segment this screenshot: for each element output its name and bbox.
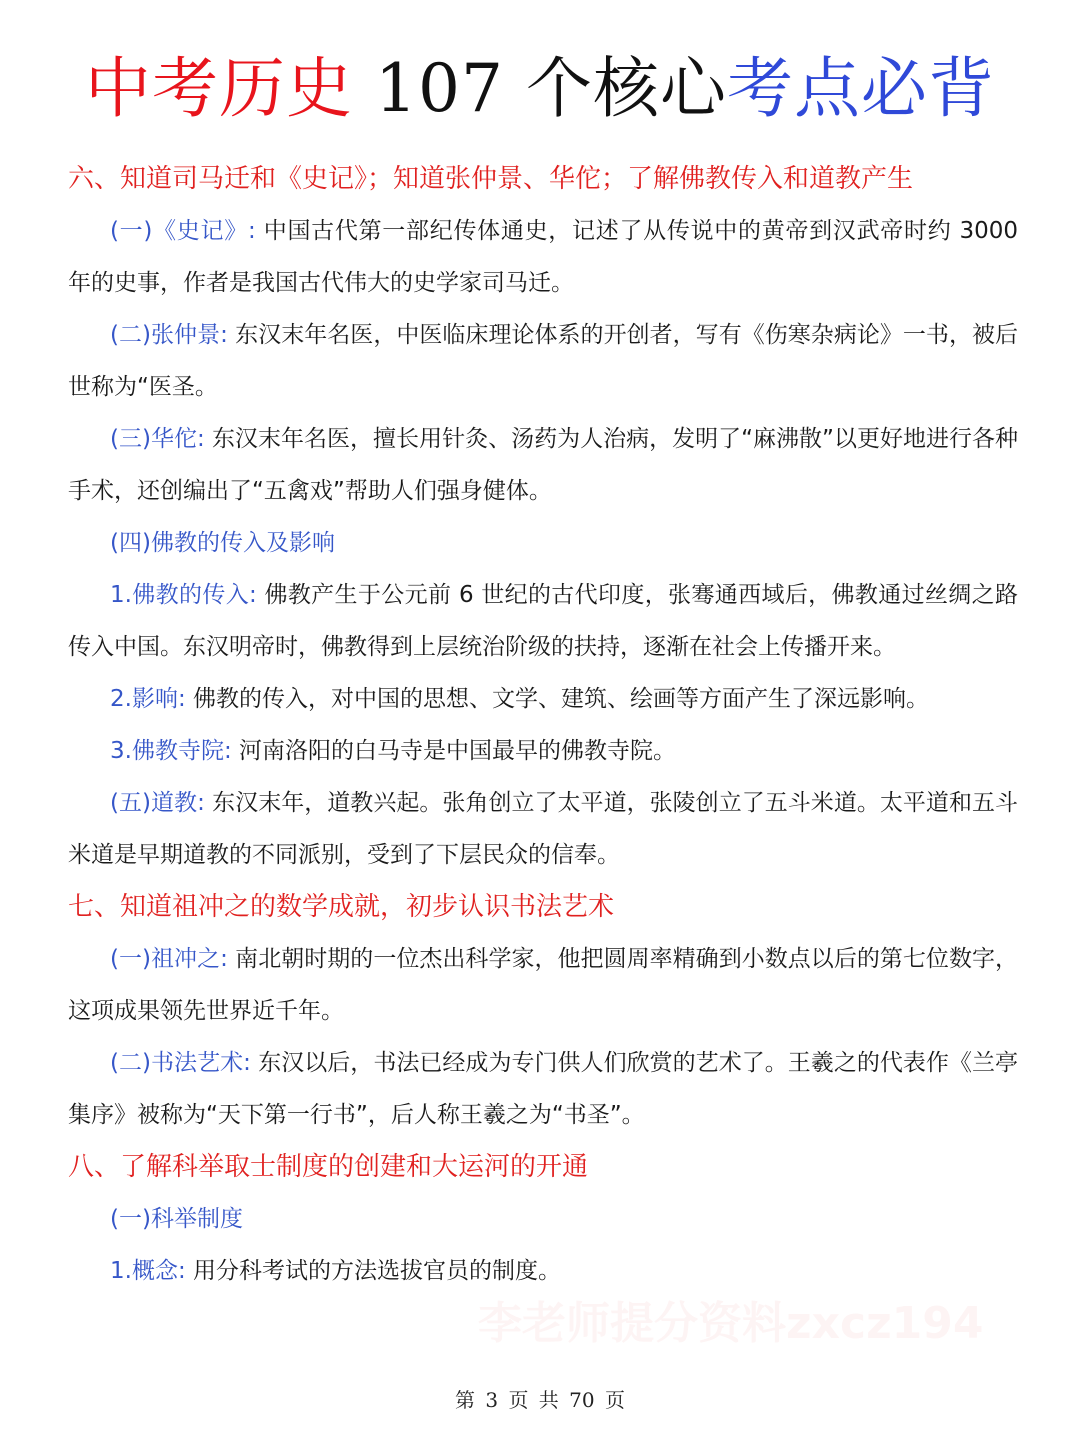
item-text: 中国古代第一部纪传体通史，记述了从传说中的黄帝到汉武帝时约 3000 年的史事，作者是我国古代伟大的史学家司马迁。 (68, 218, 1018, 296)
paragraph (68, 673, 1018, 725)
item-text: 南北朝时期的一位杰出科学家，他把圆周率精确到小数点以后的第七位数字，这项成果领先世界近千年。 (68, 946, 1018, 1024)
title-blue-part: 考点必背 (726, 50, 995, 127)
item-label: (二)书法艺术: (110, 1050, 251, 1076)
page-title (0, 44, 1080, 134)
item-label: (一)科举制度 (110, 1206, 243, 1232)
item-label: 2.影响: (110, 686, 186, 712)
section-heading-8: 八、了解科举取士制度的创建和大运河的开通 (68, 1152, 589, 1182)
item-text: 东汉末年，道教兴起。张角创立了太平道，张陵创立了五斗米道。太平道和五斗米道是早期道教的不同派别，受到了下层民众的信奉。 (68, 790, 1019, 868)
item-label: (二)张仲景: (110, 322, 228, 348)
paragraph (68, 1037, 1018, 1141)
title-black-part: 107 个核心 (353, 50, 727, 127)
item-label: (三)华佗: (110, 426, 205, 452)
section-heading-7: 七、知道祖冲之的数学成就，初步认识书法艺术 (68, 892, 615, 922)
item-text: 用分科考试的方法选拔官员的制度。 (185, 1258, 562, 1284)
paragraph (68, 725, 1018, 777)
item-label: 3.佛教寺院: (110, 738, 232, 764)
item-text: 东汉末年名医，中医临床理论体系的开创者，写有《伤寒杂病论》一书，被后世称为“医圣。 (68, 322, 1018, 400)
item-label: (五)道教: (110, 790, 205, 816)
subheading (68, 1193, 1018, 1245)
item-text: 东汉末年名医，擅长用针灸、汤药为人治病，发明了“麻沸散”以更好地进行各种手术，还创编出了“五禽戏”帮助人们强身健体。 (68, 426, 1018, 504)
paragraph (68, 413, 1018, 517)
paragraph (68, 933, 1018, 1037)
paragraph (68, 205, 1018, 309)
watermark: 李老师提分资料zxcz194 (478, 1298, 984, 1349)
item-label: (四)佛教的传入及影响 (110, 530, 335, 556)
item-text: 佛教的传入，对中国的思想、文学、建筑、绘画等方面产生了深远影响。 (185, 686, 930, 712)
document-body (68, 153, 1018, 1297)
subheading (68, 517, 1018, 569)
item-label: 1.概念: (110, 1258, 186, 1284)
item-text: 河南洛阳的白马寺是中国最早的佛教寺院。 (231, 738, 677, 764)
title-red-part: 中考历史 (85, 50, 354, 127)
item-text: 东汉以后，书法已经成为专门供人们欣赏的艺术了。王羲之的代表作《兰亭集序》被称为“天下第一行书”，后人称王羲之为“书圣”。 (68, 1050, 1018, 1128)
paragraph (68, 777, 1018, 881)
paragraph (68, 309, 1018, 413)
paragraph (68, 569, 1018, 673)
item-text: 佛教产生于公元前 6 世纪的古代印度，张骞通西域后，佛教通过丝绸之路传入中国。东汉明帝时，佛教得到上层统治阶级的扶持，逐渐在社会上传播开来。 (68, 582, 1018, 660)
item-label: (一)祖冲之: (110, 946, 228, 972)
page-number-footer: 第 3 页 共 70 页 (455, 1388, 625, 1412)
item-label: (一)《史记》: (110, 218, 256, 244)
section-heading-6: 六、知道司马迁和《史记》；知道张仲景、华佗；了解佛教传入和道教产生 (68, 164, 914, 194)
item-label: 1.佛教的传入: (110, 582, 257, 608)
